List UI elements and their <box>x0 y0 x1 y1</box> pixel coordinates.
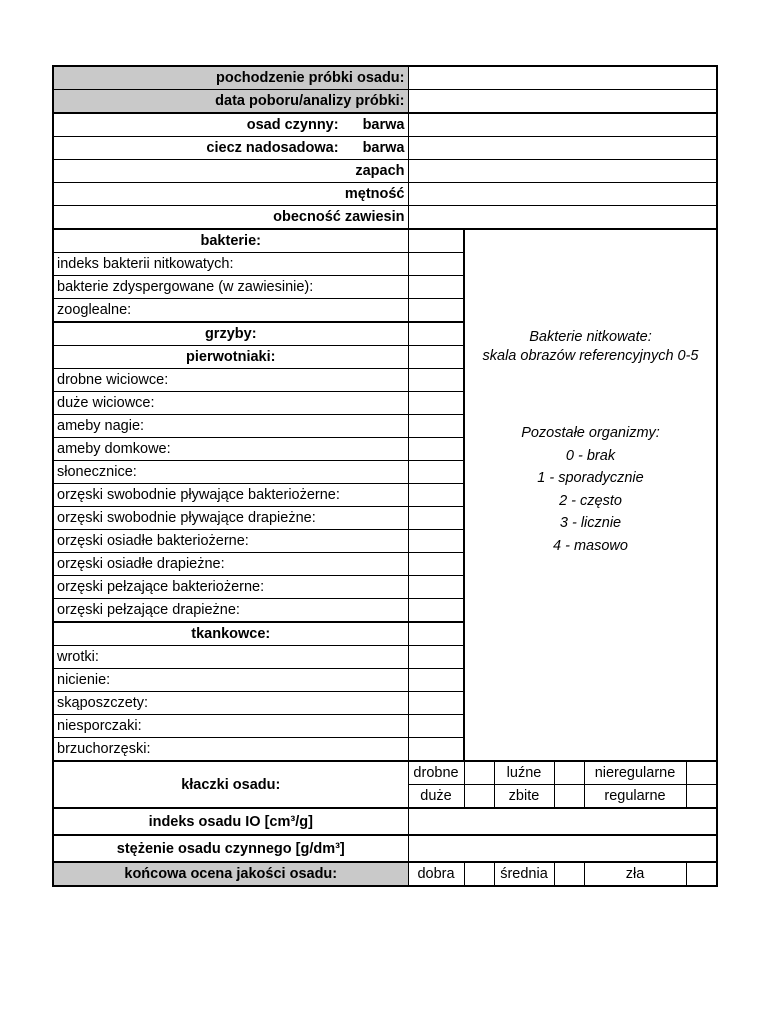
concentration-row <box>53 835 717 862</box>
protozoa-item: ameby nagie: <box>53 415 408 438</box>
legend-panel <box>464 229 717 761</box>
final-option-medium: średnia <box>494 862 554 886</box>
suspension-field[interactable] <box>408 206 717 230</box>
sludge-index-row <box>53 808 717 835</box>
protozoa-value[interactable] <box>408 392 464 415</box>
suspension-row <box>53 206 717 230</box>
protozoa-item: orzęski pełzające drapieżne: <box>53 599 408 623</box>
final-checkbox-medium[interactable] <box>554 862 584 886</box>
legend-filament-scale: skala obrazów referencyjnych 0-5 <box>482 348 699 364</box>
metazoa-value[interactable] <box>408 669 464 692</box>
final-row <box>53 862 717 886</box>
metazoa-item: wrotki: <box>53 646 408 669</box>
flocs-option-regular: regularne <box>584 785 686 809</box>
protozoa-item: orzęski swobodnie pływające bakteriożerne: <box>53 484 408 507</box>
legend-scale-1: 1 - sporadycznie <box>537 470 644 486</box>
supernatant-color-field[interactable] <box>408 137 717 160</box>
metazoa-heading: tkankowce: <box>53 622 408 646</box>
protozoa-item: ameby domkowe: <box>53 438 408 461</box>
legend-others-title: Pozostałe organizmy: <box>521 425 660 441</box>
protozoa-item: orzęski pełzające bakteriożerne: <box>53 576 408 599</box>
odor-row <box>53 160 717 183</box>
suspension-label: obecność zawiesin <box>53 206 408 230</box>
concentration-label: stężenie osadu czynnego [g/dm³] <box>53 835 408 862</box>
supernatant-color-row <box>53 137 717 160</box>
supernatant-label-cell <box>53 137 408 160</box>
metazoa-item: niesporczaki: <box>53 715 408 738</box>
protozoa-value[interactable] <box>408 484 464 507</box>
protozoa-item: słonecznice: <box>53 461 408 484</box>
bacteria-value-dispersed[interactable] <box>408 276 464 299</box>
protozoa-value[interactable] <box>408 369 464 392</box>
protozoa-item: orzęski osiadłe drapieżne: <box>53 553 408 576</box>
odor-field[interactable] <box>408 160 717 183</box>
final-checkbox-bad[interactable] <box>686 862 717 886</box>
metazoa-value[interactable] <box>408 738 464 762</box>
analysis-form <box>52 65 716 887</box>
date-row <box>53 90 717 114</box>
date-field[interactable] <box>408 90 717 114</box>
flocs-checkbox-fine[interactable] <box>464 761 494 785</box>
sludge-index-label: indeks osadu IO [cm³/g] <box>53 808 408 835</box>
flocs-label: kłaczki osadu: <box>53 761 408 808</box>
turbidity-row <box>53 183 717 206</box>
flocs-option-compact: zbite <box>494 785 554 809</box>
metazoa-value[interactable] <box>408 646 464 669</box>
metazoa-value[interactable] <box>408 715 464 738</box>
metazoa-item: nicienie: <box>53 669 408 692</box>
turbidity-label: mętność <box>53 183 408 206</box>
bacteria-heading-row <box>53 229 717 253</box>
active-sludge-label: osad czynny: <box>246 117 339 133</box>
origin-field[interactable] <box>408 66 717 90</box>
bacteria-heading: bakterie: <box>53 229 408 253</box>
origin-label: pochodzenie próbki osadu: <box>53 66 408 90</box>
fungi-value[interactable] <box>408 322 464 346</box>
legend-scale-2: 2 - często <box>559 492 622 509</box>
form-table <box>52 65 718 887</box>
flocs-checkbox-compact[interactable] <box>554 785 584 809</box>
bacteria-value-filament[interactable] <box>408 253 464 276</box>
final-checkbox-good[interactable] <box>464 862 494 886</box>
bacteria-heading-value <box>408 229 464 253</box>
protozoa-value[interactable] <box>408 576 464 599</box>
bacteria-item-dispersed: bakterie zdyspergowane (w zawiesinie): <box>53 276 408 299</box>
protozoa-value[interactable] <box>408 507 464 530</box>
origin-row <box>53 66 717 90</box>
color-label-2: barwa <box>362 140 405 156</box>
flocs-checkbox-regular[interactable] <box>686 785 717 809</box>
active-sludge-label-cell <box>53 113 408 137</box>
legend-scale-0: 0 - brak <box>565 447 616 464</box>
protozoa-value[interactable] <box>408 530 464 553</box>
bacteria-value-zoogleal[interactable] <box>408 299 464 323</box>
bacteria-item-zoogleal: zooglealne: <box>53 299 408 323</box>
protozoa-value[interactable] <box>408 599 464 623</box>
legend-scale-4: 4 - masowo <box>553 537 628 554</box>
flocs-option-large: duże <box>408 785 464 809</box>
protozoa-item: duże wiciowce: <box>53 392 408 415</box>
sludge-color-row <box>53 113 717 137</box>
flocs-checkbox-large[interactable] <box>464 785 494 809</box>
odor-label: zapach <box>53 160 408 183</box>
protozoa-value[interactable] <box>408 415 464 438</box>
metazoa-value[interactable] <box>408 692 464 715</box>
concentration-field[interactable] <box>408 835 717 862</box>
flocs-checkbox-irregular[interactable] <box>686 761 717 785</box>
protozoa-value[interactable] <box>408 438 464 461</box>
supernatant-label: ciecz nadosadowa: <box>206 140 339 156</box>
date-label: data poboru/analizy próbki: <box>53 90 408 114</box>
protozoa-value[interactable] <box>408 461 464 484</box>
flocs-row-1 <box>53 761 717 785</box>
flocs-checkbox-loose[interactable] <box>554 761 584 785</box>
protozoa-item: drobne wiciowce: <box>53 369 408 392</box>
flocs-option-loose: luźne <box>494 761 554 785</box>
turbidity-field[interactable] <box>408 183 717 206</box>
final-label: końcowa ocena jakości osadu: <box>53 862 408 886</box>
metazoa-item: brzuchorzęski: <box>53 738 408 762</box>
protozoa-item: orzęski osiadłe bakteriożerne: <box>53 530 408 553</box>
flocs-option-fine: drobne <box>408 761 464 785</box>
protozoa-item: orzęski swobodnie pływające drapieżne: <box>53 507 408 530</box>
legend-scale-3: 3 - licznie <box>559 515 622 531</box>
final-option-bad: zła <box>584 862 686 886</box>
flocs-option-irregular: nieregularne <box>584 761 686 785</box>
protozoa-heading: pierwotniaki: <box>53 346 408 369</box>
protozoa-value[interactable] <box>408 553 464 576</box>
fungi-label: grzyby: <box>53 322 408 346</box>
metazoa-heading-value <box>408 622 464 646</box>
bacteria-item-filament: indeks bakterii nitkowatych: <box>53 253 408 276</box>
legend-filament-title: Bakterie nitkowate: <box>529 329 652 345</box>
final-option-good: dobra <box>408 862 464 886</box>
protozoa-heading-value <box>408 346 464 369</box>
sludge-color-field[interactable] <box>408 113 717 137</box>
color-label-1: barwa <box>362 117 405 133</box>
metazoa-item: skąposzczety: <box>53 692 408 715</box>
sludge-index-field[interactable] <box>408 808 717 835</box>
